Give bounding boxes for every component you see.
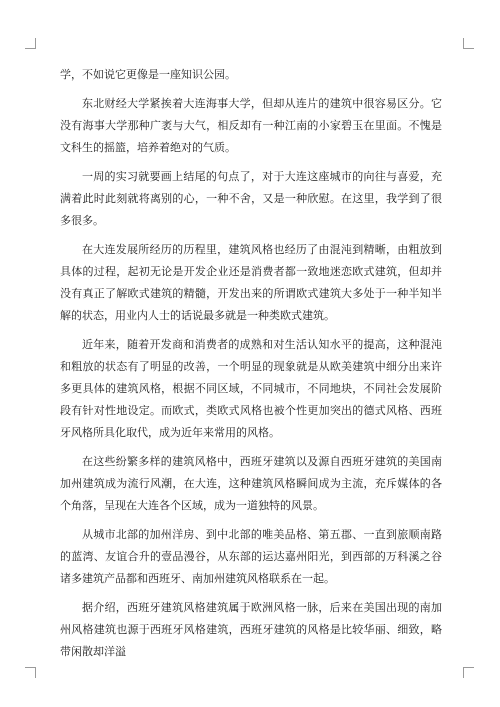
paragraph: 从城市北部的加州洋房、到中北部的唯美品格、第五郡、一直到旅顺南路的蓝湾、友谊合升的壹品漫谷，从东部的运达嘉州阳光，到西部的万科溪之谷诸多建筑产品都和西班牙、南加州建筑风格联系在一起。 bbox=[60, 528, 442, 585]
paragraph: 在大连发展所经历的历程里，建筑风格也经历了由混沌到精晰，由粗放到具体的过程，起初无论是开发企业还是消费者都一致地迷恋欧式建筑，但却并没有真正了解欧式建筑的精髓，开发出来的所谓欧式建筑大多处于一种半知半解的状态，用业内人士的话说最多就是一种类欧式建筑。 bbox=[60, 243, 442, 322]
crop-mark-bottom-right bbox=[463, 667, 474, 678]
paragraph: 近年来，随着开发商和消费者的成熟和对生活认知水平的提高，这种混沌和粗放的状态有了明显的改善，一个明显的现象就是从欧美建筑中细分出来许多更具体的建筑风格，根据不同区域，不同城市，不同地块，不同社会发展阶段有针对性地设定。而欧式，类欧式风格也被个性更加突出的德式风格、西班牙风格所具化取代，成为近年来常用的风格。 bbox=[60, 338, 442, 439]
paragraph: 在这些纷繁多样的建筑风格中，西班牙建筑以及源自西班牙建筑的美国南加州建筑成为流行风潮，在大连，这种建筑风格瞬间成为主流，充斥媒体的各个角落，呈现在大连各个区域，成为一道独特的风景。 bbox=[60, 455, 442, 512]
crop-mark-bottom-left bbox=[25, 667, 36, 678]
paragraph: 一周的实习就要画上结尾的句点了，对于大连这座城市的向往与喜爱，充满着此时此刻就将离别的心，一种不舍，又是一种欣慰。在这里，我学到了很多很多。 bbox=[60, 170, 442, 227]
paragraph: 学，不如说它更像是一座知识公园。 bbox=[60, 68, 236, 81]
crop-mark-top-left bbox=[25, 38, 36, 49]
document-body bbox=[60, 64, 442, 670]
crop-mark-top-right bbox=[463, 38, 474, 49]
paragraph: 东北财经大学紧挨着大连海事大学，但却从连片的建筑中很容易区分。它没有海事大学那种广袤与大气，相反却有一种江南的小家碧玉在里面。不愧是文科生的摇篮，培养着绝对的气质。 bbox=[60, 97, 442, 154]
paragraph: 据介绍，西班牙建筑风格建筑属于欧洲风格一脉，后来在美国出现的南加州风格建筑也源于西班牙风格建筑，西班牙建筑的风格是比较华丽、细致，略带闲散却洋溢 bbox=[60, 601, 442, 658]
